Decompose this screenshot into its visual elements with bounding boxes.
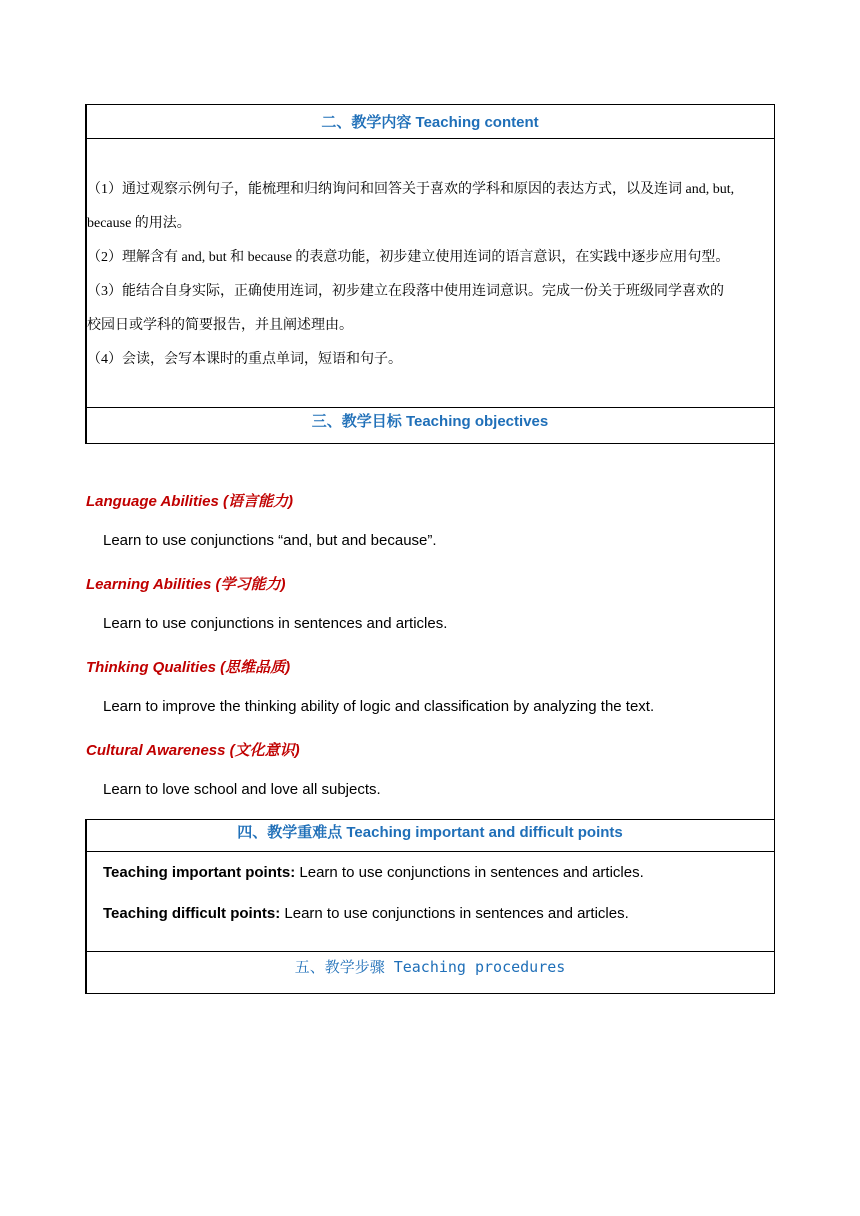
content-line-1: （1）通过观察示例句子，能梳理和归纳询问和回答关于喜欢的学科和原因的表达方式，以及连词 and, but, [87, 182, 735, 197]
important-points-text: Learn to use conjunctions in sentences and articles. [295, 864, 644, 881]
content-line-2: because 的用法。 [87, 216, 191, 231]
content-line-5: 校园日或学科的简要报告，并且阐述理由。 [87, 318, 353, 333]
objective-text-learning: Learn to use conjunctions in sentences and articles. [103, 615, 448, 632]
objective-heading-learning: Learning Abilities (学习能力) [86, 576, 286, 593]
difficult-points [103, 905, 629, 922]
difficult-points-text: Learn to use conjunctions in sentences and articles. [280, 905, 629, 922]
objective-heading-thinking: Thinking Qualities (思维品质) [86, 659, 291, 676]
objective-text-language: Learn to use conjunctions “and, but and because”. [103, 532, 437, 549]
content-line-4: （3）能结合自身实际，正确使用连词，初步建立在段落中使用连词意识。完成一份关于班级同学喜欢的 [87, 284, 724, 299]
section2-title: 二、教学内容 Teaching content [321, 114, 539, 131]
content-line-6: （4）会读，会写本课时的重点单词，短语和句子。 [87, 352, 402, 367]
difficult-points-label: Teaching difficult points: [103, 905, 281, 922]
section4-title: 四、教学重难点 Teaching important and difficult points [237, 824, 623, 841]
objective-text-cultural: Learn to love school and love all subjects. [103, 781, 381, 798]
important-points-label: Teaching important points: [103, 864, 296, 881]
section5-title [85, 951, 775, 981]
important-points [103, 864, 644, 881]
objective-heading-language: Language Abilities (语言能力) [86, 493, 293, 510]
objective-heading-cultural: Cultural Awareness (文化意识) [86, 742, 300, 759]
objective-text-thinking: Learn to improve the thinking ability of logic and classification by analyzing the text. [103, 698, 655, 715]
section5-title-text: 五、教学步骤 Teaching procedures [294, 957, 566, 976]
content-line-3: （2）理解含有 and, but 和 because 的表意功能，初步建立使用连词的语言意识，在实践中逐步应用句型。 [87, 250, 730, 265]
section3-title: 三、教学目标 Teaching objectives [311, 412, 549, 430]
